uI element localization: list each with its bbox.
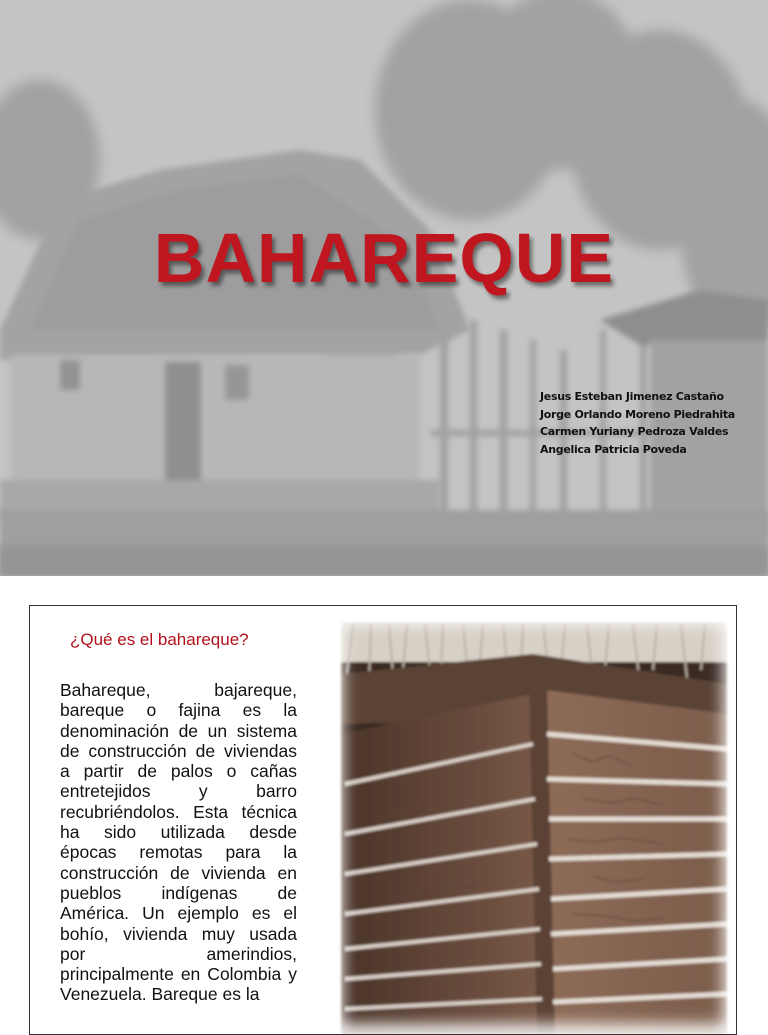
body-paragraph: Bahareque, bajareque, bareque o fajina es la denominación de un sistema de construcción de viviendas a partir de palos o cañas entretejidos y barro recubriéndolos. Esta técnica ha sido utilizada desde épocas remotas para la construcción de vivienda en pueblos indígenas de América. Un ejemplo es el bohío, vivienda muy usada por amerindios, principalmente en Colombia y Venezuela. Bareque es la xyxy=(60,680,297,1005)
author-name: Angelica Patricia Poveda xyxy=(540,442,687,456)
author-name: Carmen Yuriany Pedroza Valdes xyxy=(540,425,729,438)
section-heading: ¿Qué es el bahareque? xyxy=(70,630,249,649)
content-slide xyxy=(0,576,768,1024)
slide-title: BAHAREQUE xyxy=(153,219,615,297)
author-list xyxy=(540,388,765,458)
author-name: Jorge Orlando Moreno Piedrahita xyxy=(540,407,735,421)
bahareque-hut-photo xyxy=(333,614,733,1034)
author-name: Jesus Esteban Jimenez Castaño xyxy=(540,390,724,403)
